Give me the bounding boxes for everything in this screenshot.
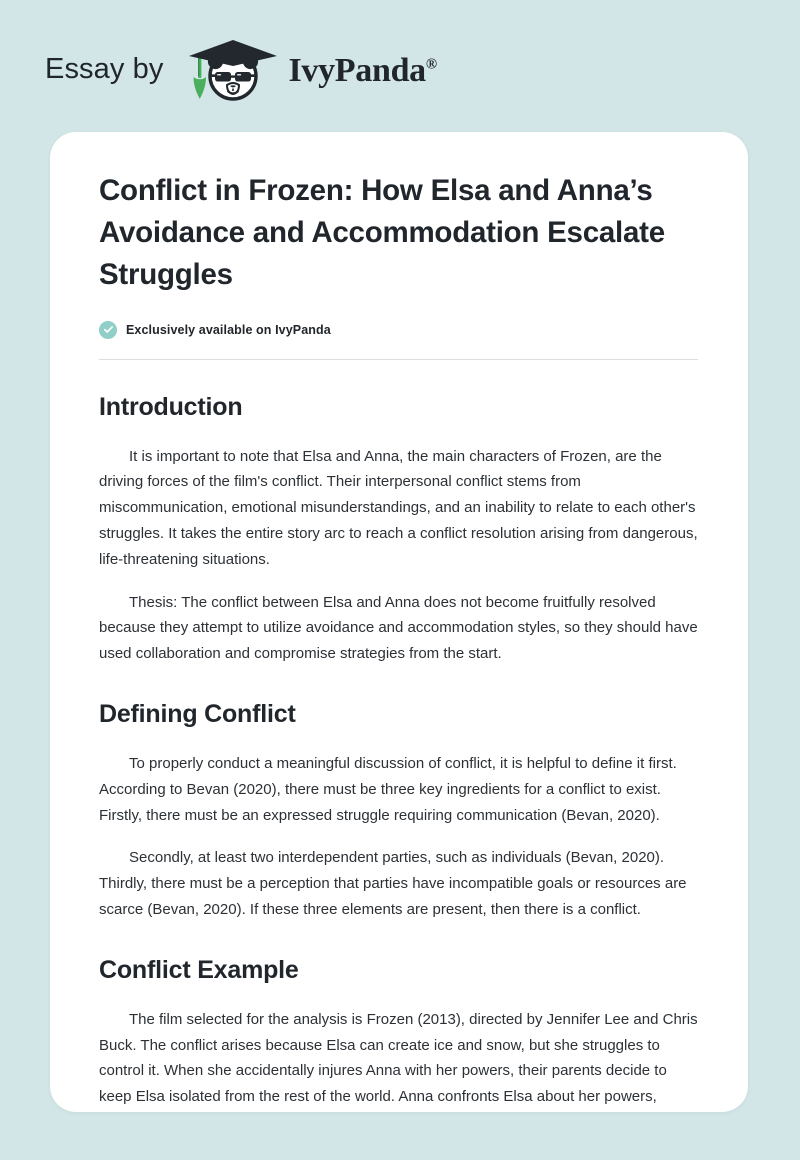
exclusive-availability-label: Exclusively available on IvyPanda [126, 322, 331, 337]
ivypanda-wordmark [288, 54, 436, 88]
ivypanda-panda-graduate-logo-icon [177, 36, 281, 102]
paragraph: It is important to note that Elsa and Anna, the main characters of Frozen, are the driving forces of the film's conflict. Their interpersonal conflict stems from miscommunication, emotional misunderstandings, and an inability to relate to each other's struggles. It takes the entire story arc to reach a conflict resolution arising from dangerous, life-threatening situations. [99, 447, 698, 568]
paragraph: To properly conduct a meaningful discussion of conflict, it is helpful to define it first. According to Bevan (2020), there must be three key ingredients for a conflict to exist. Firstly, there must be an expressed struggle requiring communication (Bevan, 2020). [99, 755, 677, 824]
exclusive-availability-badge [99, 321, 698, 339]
ivypanda-logo[interactable] [177, 36, 436, 102]
essay-content [50, 132, 748, 1110]
section-heading-conflict-example: Conflict Example [99, 955, 299, 984]
registered-trademark-symbol: ® [425, 56, 437, 73]
section-heading-defining-conflict: Defining Conflict [99, 700, 296, 728]
page-title: Conflict in Frozen: How Elsa and Anna’s Avoidance and Accommodation Escalate Struggles [99, 174, 665, 291]
paragraph: The film selected for the analysis is Frozen (2013), directed by Jennifer Lee and Chris Buck. The conflict arises because Elsa can create ice and snow, but she struggles to control it. When she accidentally injures Anna with her powers, their parents decide to keep Elsa isolated from the rest of the world. Anna confronts Elsa about her powers, [99, 1010, 698, 1106]
section-heading-introduction: Introduction [99, 392, 243, 421]
ivypanda-wordmark-text: IvyPanda [288, 52, 426, 89]
check-circle-icon [99, 321, 117, 339]
essay-by-label: Essay by [45, 52, 164, 85]
paragraph: Secondly, at least two interdependent parties, such as individuals (Bevan, 2020). Thirdly, there must be a perception that parties have incompatible goals or resources are scarce (Bevan, 2020). If these three elements are present, then there is a conflict. [99, 849, 687, 918]
brand-header [45, 38, 437, 100]
paragraph: Thesis: The conflict between Elsa and Anna does not become fruitfully resolved because they attempt to utilize avoidance and accommodation styles, so they should have used collaboration and compromise strategies from the start. [99, 593, 698, 663]
title-divider [99, 359, 698, 360]
essay-paper-card [50, 132, 748, 1112]
